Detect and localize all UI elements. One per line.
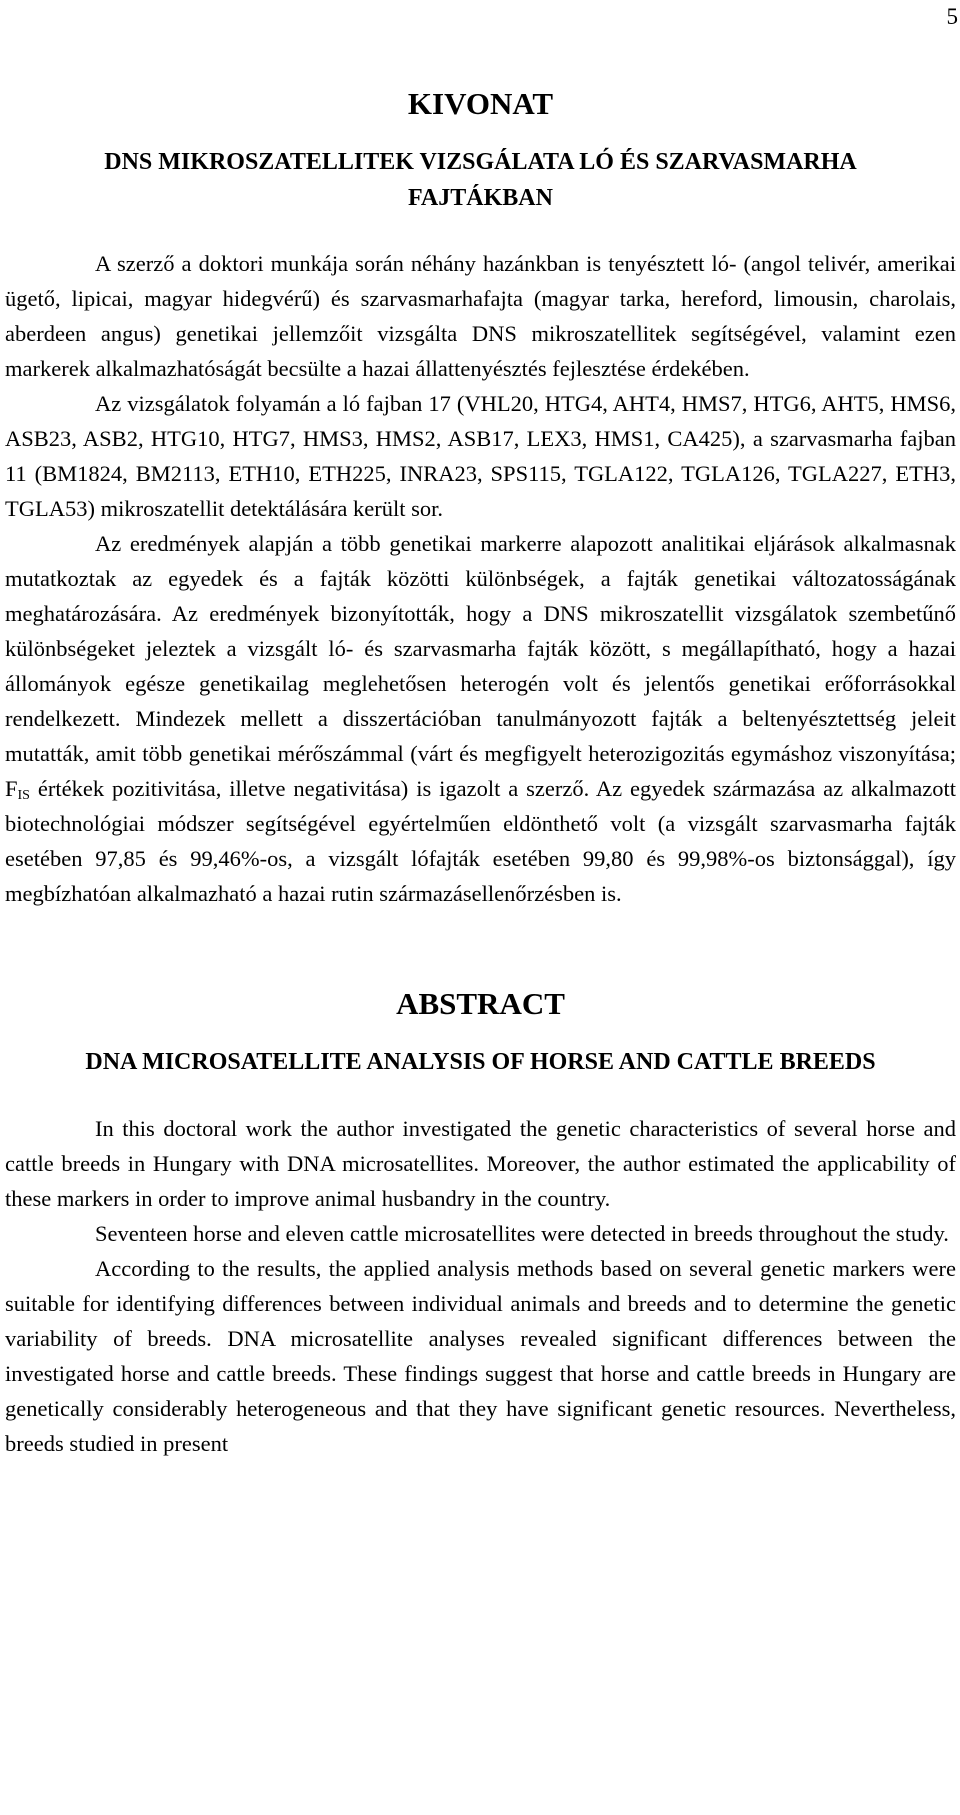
english-paragraph-1: In this doctoral work the author investigated the genetic characteristics of several horse and cattle breeds in Hungary with DNA microsatellites. Moreover, the author estimated the applicability of these markers in order to improve animal husbandry in the country. (5, 1116, 956, 1211)
hungarian-subheading: DNS MIKROSZATELLITEK VIZSGÁLATA LÓ ÉS SZARVASMARHA FAJTÁKBAN (104, 149, 857, 211)
hungarian-paragraph-3-part-a: Az eredmények alapján a több genetikai markerre alapozott analitikai eljárások alkalmasnak mutatkoztak az egyedek és a fajták közötti különbségek, a fajták genetikai változatosságának meghatározására. Az eredmények bizonyították, hogy a DNS mikroszatellit vizsgálatok szembetűnő különbségeket jeleztek a vizsgált ló- és szarvasmarha fajták között, s megállapítható, hogy a hazai állományok egésze genetikailag meglehetősen heterogén volt és jelentős genetikai erőforrásokkal rendelkezett. Mindezek mellett a disszertációban tanulmányozott fajták a beltenyésztettség jeleit mutatták, amit több genetikai mérőszámmal (várt és megfigyelt heterozigozitás egymáshoz viszonyítása; F (5, 531, 956, 801)
hungarian-paragraph-2: Az vizsgálatok folyamán a ló fajban 17 (VHL20, HTG4, AHT4, HMS7, HTG6, AHT5, HMS6, ASB23, ASB2, HTG10, HTG7, HMS3, HMS2, ASB17, LEX3, HMS1, CA425), a szarvasmarha fajban 11 (BM1824, BM2113, ETH10, ETH225, INRA23, SPS115, TGLA122, TGLA126, TGLA227, ETH3, TGLA53) mikroszatellit detektálására került sor. (5, 391, 956, 521)
hungarian-paragraph-3-part-b: értékek pozitivitása, illetve negativitása) is igazolt a szerző. Az egyedek származása az alkalmazott biotechnológiai módszer segítségével egyértelműen eldönthető volt (a vizsgált szarvasmarha fajták esetében 97,85 és 99,46%-os, a vizsgált lófajták esetében 99,80 és 99,98%-os biztonsággal), így megbízhatóan alkalmazható a hazai rutin származásellenőrzésben is. (5, 776, 956, 906)
english-heading: ABSTRACT (396, 986, 565, 1021)
hungarian-heading: KIVONAT (407, 86, 554, 121)
english-paragraph-2: Seventeen horse and eleven cattle microsatellites were detected in breeds throughout the study. (95, 1221, 949, 1246)
fis-subscript: IS (17, 788, 30, 803)
english-subheading: DNA MICROSATELLITE ANALYSIS OF HORSE AND CATTLE BREEDS (85, 1049, 876, 1075)
page-number: 5 (946, 4, 958, 29)
hungarian-paragraph-1: A szerző a doktori munkája során néhány hazánkban is tenyésztett ló- (angol telivér, amerikai ügető, lipicai, magyar hidegvérű) és szarvasmarhafajta (magyar tarka, hereford, limousin, charolais, aberdeen angus) genetikai jellemzőit vizsgálta DNS mikroszatellitek segítségével, valamint ezen markerek alkalmazhatóságát becsülte a hazai állattenyésztés fejlesztése érdekében. (5, 251, 956, 381)
section-gap (5, 911, 956, 984)
hungarian-paragraph-3 (5, 526, 956, 911)
document-body (5, 84, 956, 1461)
english-paragraph-3: According to the results, the applied analysis methods based on several genetic markers were suitable for identifying differences between individual animals and breeds and to determine the genetic variability of breeds. DNA microsatellite analyses revealed significant differences between the investigated horse and cattle breeds. These findings suggest that horse and cattle breeds in Hungary are genetically considerably heterogeneous and that they have significant genetic resources. Nevertheless, breeds studied in present (5, 1256, 956, 1456)
